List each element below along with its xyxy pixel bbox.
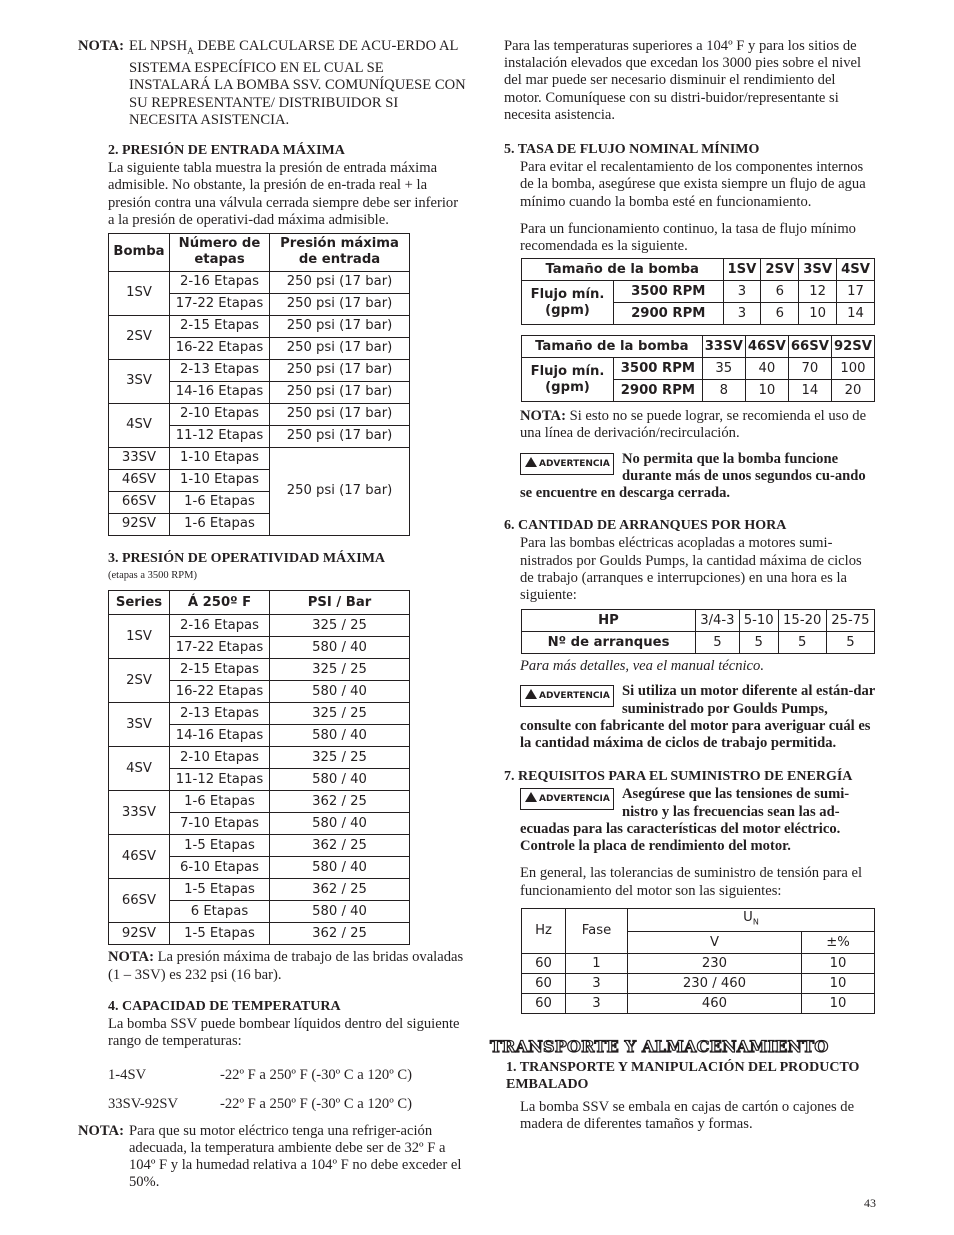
table-cell: 40: [745, 358, 788, 380]
table-cell: 10: [802, 974, 875, 994]
table-row: [522, 259, 875, 281]
table-cell: 1-6 Etapas: [170, 513, 270, 535]
table-row: [109, 879, 410, 901]
nota-text: Si esto no se puede lograr, se recomienda el uso de una línea de derivación/recirculación.: [520, 408, 867, 442]
table-cell: 66SV: [109, 491, 170, 513]
table-cell: 5: [778, 632, 826, 654]
table-cell: 3SV: [109, 359, 170, 403]
table-cell: 2SV: [109, 659, 170, 703]
table-header: 33SV: [702, 336, 745, 358]
table-cell: 3: [566, 994, 628, 1014]
table-cell: 60: [522, 954, 566, 974]
starts-per-hour-table: [521, 609, 875, 654]
table-cell: 362 / 25: [270, 835, 410, 857]
nota-npsh: [78, 38, 468, 129]
section-5-text-1: Para evitar el recalentamiento de los componentes internos de la bomba, asegúrese que exista siempre un flujo de agua mínimo cuando la bomba esté en funcionamiento.: [520, 159, 866, 210]
min-flow-table-1: [521, 258, 875, 325]
section-6-text: Para las bombas eléctricas acopladas a motores sumi-nistrados por Goulds Pumps, la cantidad máxima de ciclos de trabajo (arranques e interrupciones) en una hora es la siguiente:: [520, 535, 862, 604]
table-cell: 33SV: [109, 791, 170, 835]
table-cell: 60: [522, 974, 566, 994]
table-cell: 6 Etapas: [170, 901, 270, 923]
table-row: [109, 659, 410, 681]
table-cell: 7-10 Etapas: [170, 813, 270, 835]
table-row: [109, 233, 410, 271]
table-row: [109, 315, 410, 337]
table-cell: 1-10 Etapas: [170, 447, 270, 469]
left-column: [78, 38, 468, 1192]
table-cell: 60: [522, 994, 566, 1014]
table-cell: 3: [723, 281, 761, 303]
table-cell: 580 / 40: [270, 725, 410, 747]
voltage-tolerance-table: [521, 908, 875, 1015]
table-cell: 14: [788, 380, 831, 402]
table-cell: 20: [831, 380, 874, 402]
table-header: Presión máxima de entrada: [270, 233, 410, 271]
table-row: [522, 610, 875, 632]
row-label: Nº de arranques: [522, 632, 696, 654]
table-row: [522, 954, 875, 974]
nota-text-a: EL NPSH: [128, 38, 188, 54]
table-cell: 5-10: [739, 610, 778, 632]
table-row: [522, 974, 875, 994]
inlet-pressure-table: [108, 233, 410, 536]
temp-range-2: [108, 1096, 468, 1113]
table-header: 2SV: [761, 259, 799, 281]
table-cell: 10: [802, 954, 875, 974]
table-cell: 70: [788, 358, 831, 380]
table-header: Tamaño de la bomba: [522, 336, 703, 358]
table-cell: 325 / 25: [270, 703, 410, 725]
nota-text: La presión máxima de trabajo de las bridas ovaladas (1 – 3SV) es 232 psi (16 bar).: [108, 949, 464, 983]
table-header: HP: [522, 610, 696, 632]
nota-label: NOTA:: [108, 949, 154, 966]
table-cell: 3: [566, 974, 628, 994]
table-cell: 1: [566, 954, 628, 974]
table-cell: 250 psi (17 bar): [270, 425, 410, 447]
table-cell: 33SV: [109, 447, 170, 469]
warning-text: Asegúrese que las tensiones de sumi-nistro y las frecuencias sean las ad-ecuadas para las características del motor eléctrico. Controle la placa de rendimiento del motor.: [520, 786, 850, 855]
right-column: [490, 38, 876, 1133]
temp-range-1: [108, 1067, 468, 1084]
table-cell: 14: [837, 303, 875, 325]
table-row: [109, 447, 410, 469]
row-label: 2900 RPM: [614, 380, 703, 402]
table-cell: 12: [799, 281, 837, 303]
table-header: Hz: [522, 908, 566, 954]
table-cell: 6: [761, 281, 799, 303]
operating-pressure-table: [108, 590, 410, 945]
min-flow-table-2: [521, 335, 875, 402]
table-row: [522, 632, 875, 654]
table-cell: 3SV: [109, 703, 170, 747]
table-cell: 46SV: [109, 469, 170, 491]
table-cell: 46SV: [109, 835, 170, 879]
table-cell: 580 / 40: [270, 769, 410, 791]
table-cell: 6-10 Etapas: [170, 857, 270, 879]
table-cell: 2-13 Etapas: [170, 703, 270, 725]
table-header: 66SV: [788, 336, 831, 358]
nota-bypass: [520, 408, 876, 442]
table-cell: 580 / 40: [270, 681, 410, 703]
table-cell: 16-22 Etapas: [170, 337, 270, 359]
table-row: [109, 615, 410, 637]
table-cell: 250 psi (17 bar): [270, 359, 410, 381]
table-cell: 1-5 Etapas: [170, 879, 270, 901]
table-header: Bomba: [109, 233, 170, 271]
table-row: [109, 403, 410, 425]
table-row: [522, 281, 875, 303]
warning-badge: [520, 788, 614, 810]
nota-label: NOTA:: [520, 408, 566, 425]
table-cell: 580 / 40: [270, 901, 410, 923]
table-cell: 1SV: [109, 615, 170, 659]
range-value: -22º F a 250º F (-30º C a 120º C): [220, 1067, 412, 1084]
section-3-title: 3. PRESIÓN DE OPERATIVIDAD MÁXIMA: [108, 550, 386, 566]
nota-label: NOTA:: [78, 1122, 124, 1139]
table-header: 92SV: [831, 336, 874, 358]
table-cell: 1-5 Etapas: [170, 923, 270, 945]
table-cell: 325 / 25: [270, 615, 410, 637]
table-header: 4SV: [837, 259, 875, 281]
section-2-title: 2. PRESIÓN DE ENTRADA MÁXIMA: [108, 142, 345, 158]
table-cell: 15-20: [778, 610, 826, 632]
table-cell: 17: [837, 281, 875, 303]
table-cell: 2-16 Etapas: [170, 615, 270, 637]
table-cell: 10: [745, 380, 788, 402]
warning-label: ADVERTENCIA: [539, 794, 610, 805]
table-cell: 10: [799, 303, 837, 325]
warning-label: ADVERTENCIA: [539, 458, 610, 469]
warning-triangle-icon: [525, 792, 537, 802]
table-cell: 250 psi (17 bar): [270, 403, 410, 425]
table-cell: 35: [702, 358, 745, 380]
table-cell: 1-6 Etapas: [170, 491, 270, 513]
table-cell: 11-12 Etapas: [170, 769, 270, 791]
nota-sub: A: [187, 45, 194, 56]
section-7-text: En general, las tolerancias de suministro de tensión para el funcionamiento del motor son las siguientes:: [520, 865, 863, 899]
u-sub: N: [752, 917, 759, 927]
table-cell: 1-5 Etapas: [170, 835, 270, 857]
table-cell: 250 psi (17 bar): [270, 271, 410, 293]
nota-label: NOTA:: [78, 38, 124, 54]
table-cell: 362 / 25: [270, 791, 410, 813]
row-label: 2900 RPM: [614, 303, 724, 325]
nota-flanges: [108, 949, 468, 983]
row-label: Flujo mín. (gpm): [522, 358, 614, 402]
row-label: 3500 RPM: [614, 281, 724, 303]
table-row: [522, 908, 875, 932]
section-4-title: 4. CAPACIDAD DE TEMPERATURA: [108, 998, 341, 1014]
table-row: [109, 923, 410, 945]
table-cell: 8: [702, 380, 745, 402]
table-cell: 14-16 Etapas: [170, 381, 270, 403]
table-header: [628, 908, 875, 932]
warning-triangle-icon: [525, 457, 537, 467]
nota-text: [129, 38, 468, 129]
table-cell: 325 / 25: [270, 747, 410, 769]
table-cell: 92SV: [109, 923, 170, 945]
table-cell: 250 psi (17 bar): [270, 381, 410, 403]
warning-label: ADVERTENCIA: [539, 691, 610, 702]
table-header: ±%: [802, 932, 875, 954]
table-cell: 92SV: [109, 513, 170, 535]
range-model: 33SV-92SV: [108, 1095, 179, 1112]
table-cell: 1SV: [109, 271, 170, 315]
table-cell: 66SV: [109, 879, 170, 923]
table-header: Series: [109, 591, 170, 615]
section-6-note: Para más detalles, vea el manual técnico.: [520, 658, 764, 675]
table-header: 3SV: [799, 259, 837, 281]
warning-triangle-icon: [525, 689, 537, 699]
table-cell: 17-22 Etapas: [170, 293, 270, 315]
table-cell: 250 psi (17 bar): [270, 315, 410, 337]
table-cell: 580 / 40: [270, 857, 410, 879]
table-cell: 2-16 Etapas: [170, 271, 270, 293]
table-cell: 3: [723, 303, 761, 325]
table-header: Tamaño de la bomba: [522, 259, 724, 281]
table-cell: 230 / 460: [628, 974, 802, 994]
temp-derating-text: Para las temperaturas superiores a 104º F y para los sitios de instalación elevados que excedan los 3000 pies sobre el nivel del mar puede ser necesario disminuir el rendimiento del motor. Comuníquese con su distri-buidor/representante si necesita asistencia.: [504, 38, 862, 123]
nota-cooling: [78, 1123, 468, 1192]
table-cell: 4SV: [109, 747, 170, 791]
warning-text: No permita que la bomba funcione durante más de unos segundos cu-ando se encuentre en descarga cerrada.: [520, 450, 866, 502]
section-5-title: 5. TASA DE FLUJO NOMINAL MÍNIMO: [504, 142, 760, 158]
table-cell: 5: [826, 632, 874, 654]
table-cell: 1-10 Etapas: [170, 469, 270, 491]
table-header: Fase: [566, 908, 628, 954]
table-cell: 100: [831, 358, 874, 380]
table-header: Número de etapas: [170, 233, 270, 271]
warning-text: Si utiliza un motor diferente al están-dar suministrado por Goulds Pumps, consulte con fabricante del motor para averiguar cuál es la cantidad máxima de ciclos de trabajo permitida.: [520, 683, 875, 752]
transport-text: La bomba SSV se embala en cajas de cartón o cajones de madera de diferentes tamaños y formas.: [520, 1098, 855, 1132]
table-row: [109, 591, 410, 615]
warning-2: [520, 683, 876, 752]
page-number: 43: [864, 1196, 876, 1210]
table-row: [109, 791, 410, 813]
warning-badge: [520, 453, 614, 475]
table-cell: 250 psi (17 bar): [270, 447, 410, 535]
section-5-text-2: Para un funcionamiento continuo, la tasa de flujo mínimo recomendada es la siguiente.: [520, 220, 856, 255]
nota-text: Para que su motor eléctrico tenga una refriger-ación adecuada, la temperatura ambiente debe ser de 32º F a 104º F y la humedad relativa a 104º F no debe exceder el 50%.: [128, 1122, 462, 1191]
table-cell: 362 / 25: [270, 879, 410, 901]
warning-badge: [520, 685, 614, 707]
table-cell: 580 / 40: [270, 637, 410, 659]
table-cell: 5: [739, 632, 778, 654]
table-cell: 3/4-3: [696, 610, 740, 632]
section-2-text: La siguiente tabla muestra la presión de entrada máxima admisible. No obstante, la presión de en-trada real + la presión contra una válvula cerrada siempre debe ser inferior a la presión de operativi-dad máxima admisible.: [108, 160, 459, 228]
table-cell: 580 / 40: [270, 813, 410, 835]
table-cell: 250 psi (17 bar): [270, 337, 410, 359]
table-cell: 16-22 Etapas: [170, 681, 270, 703]
table-cell: 230: [628, 954, 802, 974]
table-header: 46SV: [745, 336, 788, 358]
table-cell: 2SV: [109, 315, 170, 359]
table-header: V: [628, 932, 802, 954]
table-row: [109, 835, 410, 857]
table-header: PSI / Bar: [270, 591, 410, 615]
table-cell: 14-16 Etapas: [170, 725, 270, 747]
table-cell: 1-6 Etapas: [170, 791, 270, 813]
table-cell: 11-12 Etapas: [170, 425, 270, 447]
table-row: [109, 359, 410, 381]
row-label: 3500 RPM: [614, 358, 703, 380]
range-model: 1-4SV: [108, 1067, 147, 1084]
table-cell: 6: [761, 303, 799, 325]
table-cell: 2-15 Etapas: [170, 659, 270, 681]
table-row: [522, 336, 875, 358]
table-cell: 5: [696, 632, 740, 654]
section-3-subtitle: (etapas a 3500 RPM): [108, 570, 197, 582]
table-row: [522, 994, 875, 1014]
section-6-title: 6. CANTIDAD DE ARRANQUES POR HORA: [504, 518, 787, 534]
section-heading-transport: TRANSPORTE Y ALMACENAMIENTO: [490, 1037, 829, 1057]
transport-title: 1. TRANSPORTE Y MANIPULACIÓN DEL PRODUCTO EMBALADO: [506, 1059, 860, 1092]
table-cell: 2-15 Etapas: [170, 315, 270, 337]
table-cell: 460: [628, 994, 802, 1014]
table-row: [109, 703, 410, 725]
table-cell: 17-22 Etapas: [170, 637, 270, 659]
table-header: 1SV: [723, 259, 761, 281]
table-row: [109, 747, 410, 769]
warning-1: [520, 451, 876, 503]
table-cell: 250 psi (17 bar): [270, 293, 410, 315]
table-cell: 25-75: [826, 610, 874, 632]
table-cell: 2-10 Etapas: [170, 747, 270, 769]
table-cell: 2-10 Etapas: [170, 403, 270, 425]
table-header: Á 250º F: [170, 591, 270, 615]
section-7-title: 7. REQUISITOS PARA EL SUMINISTRO DE ENERGÍA: [504, 769, 853, 785]
row-label: Flujo mín. (gpm): [522, 281, 614, 325]
table-cell: 4SV: [109, 403, 170, 447]
table-cell: 362 / 25: [270, 923, 410, 945]
warning-3: [520, 786, 876, 855]
table-row: [109, 271, 410, 293]
table-cell: 325 / 25: [270, 659, 410, 681]
nota-text-b: DEBE CALCULARSE DE ACU-ERDO AL SISTEMA ESPECÍFICO EN EL CUAL SE INSTALARÁ LA BOMBA SSV. COMUNÍQUESE CON SU REPRESENTANTE/ DISTRIBUIDOR SI NECESITA ASISTENCIA.: [128, 38, 466, 128]
range-value: -22º F a 250º F (-30º C a 120º C): [220, 1095, 412, 1112]
table-row: [522, 358, 875, 380]
section-4-text: La bomba SSV puede bombear líquidos dentro del siguiente rango de temperaturas:: [108, 1015, 460, 1050]
table-cell: 10: [802, 994, 875, 1014]
u-label: U: [743, 909, 753, 925]
table-cell: 2-13 Etapas: [170, 359, 270, 381]
